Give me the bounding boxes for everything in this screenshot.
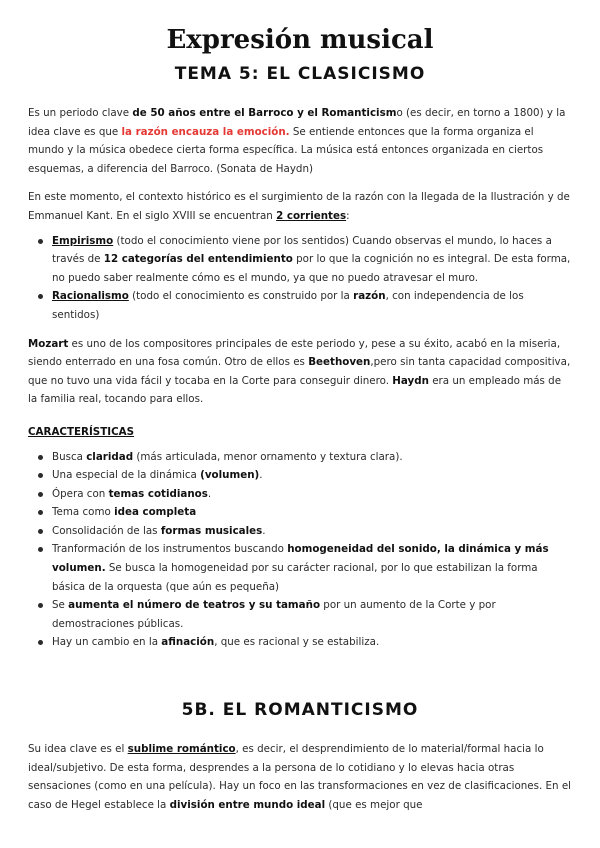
caracteristicas-list: [28, 448, 572, 653]
section-heading-clasicismo: TEMA 5: EL CLASICISMO: [174, 64, 426, 84]
list-item: Busca claridad (más articulada, menor ornamento y textura clara).: [52, 448, 572, 467]
paragraph-composers: Mozart es uno de los compositores principales de este periodo y, pese a su éxito, acabó en la miseria, siendo enterrado en una fosa común. Otro de ellos es Beethoven,pero sin tanta capacidad compositiva, que no tuvo una vida fácil y tocaba en la Corte para conseguir dinero. Haydn era un empleado más de la familia real, tocando para ellos.: [28, 337, 571, 406]
paragraph-context: En este momento, el contexto histórico es el surgimiento de la razón con la llegada de la Ilustración y de Emmanuel Kant. En el siglo XVIII se encuentran 2 corrientes:: [28, 191, 570, 222]
list-item: Se aumenta el número de teatros y su tamaño por un aumento de la Corte y por demostraciones públicas.: [52, 596, 572, 633]
corrientes-list: [28, 232, 572, 325]
list-item: Racionalismo (todo el conocimiento es construido por la razón, con independencia de los sentidos): [52, 287, 572, 324]
list-item: Tranformación de los instrumentos buscando homogeneidad del sonido, la dinámica y más volumen. Se busca la homogeneidad por su carácter racional, por lo que estabilizan la forma básica de la orquesta (que aún es pequeña): [52, 540, 572, 596]
list-item: Ópera con temas cotidianos.: [52, 485, 572, 504]
highlight-red: la razón encauza la emoción.: [121, 125, 290, 138]
list-item: Tema como idea completa: [52, 503, 572, 522]
caracteristicas-label: CARACTERÍSTICAS: [28, 425, 135, 438]
list-item: Empirismo (todo el conocimiento viene por los sentidos) Cuando observas el mundo, lo haces a través de 12 categorías del entendimiento por lo que la cognición no es integral. De esta forma, no puedo saber realmente cómo es el mundo, ya que no puedo atravesar el muro.: [52, 232, 572, 288]
section-heading-romanticismo: 5B. EL ROMANTICISMO: [181, 700, 419, 721]
paragraph-intro: Es un periodo clave de 50 años entre el Barroco y el Romanticismo (es decir, en torno a 1800) y la idea clave es que la razón encauza la emoción. Se entiende entonces que la forma organiza el mundo y la música obedece cierta forma específica. La música está entonces organizada en ciertos esquemas, a diferencia del Barroco. (Sonata de Haydn): [28, 107, 566, 175]
list-item: Consolidación de las formas musicales.: [52, 522, 572, 541]
list-item: Una especial de la dinámica (volumen).: [52, 466, 572, 485]
page-title: Expresión musical: [166, 25, 434, 55]
paragraph-romanticismo: Su idea clave es el sublime romántico, es decir, el desprendimiento de lo material/formal hacia lo ideal/subjetivo. De esta forma, desprendes a la persona de lo cotidiano y lo elevas hacia otras sensaciones (como en una película). Hay un foco en las transformaciones en vez de clasificaciones. En el caso de Hegel establece la división entre mundo ideal (que es mejor que: [28, 743, 572, 811]
list-item: Hay un cambio en la afinación, que es racional y se estabiliza.: [52, 633, 572, 652]
